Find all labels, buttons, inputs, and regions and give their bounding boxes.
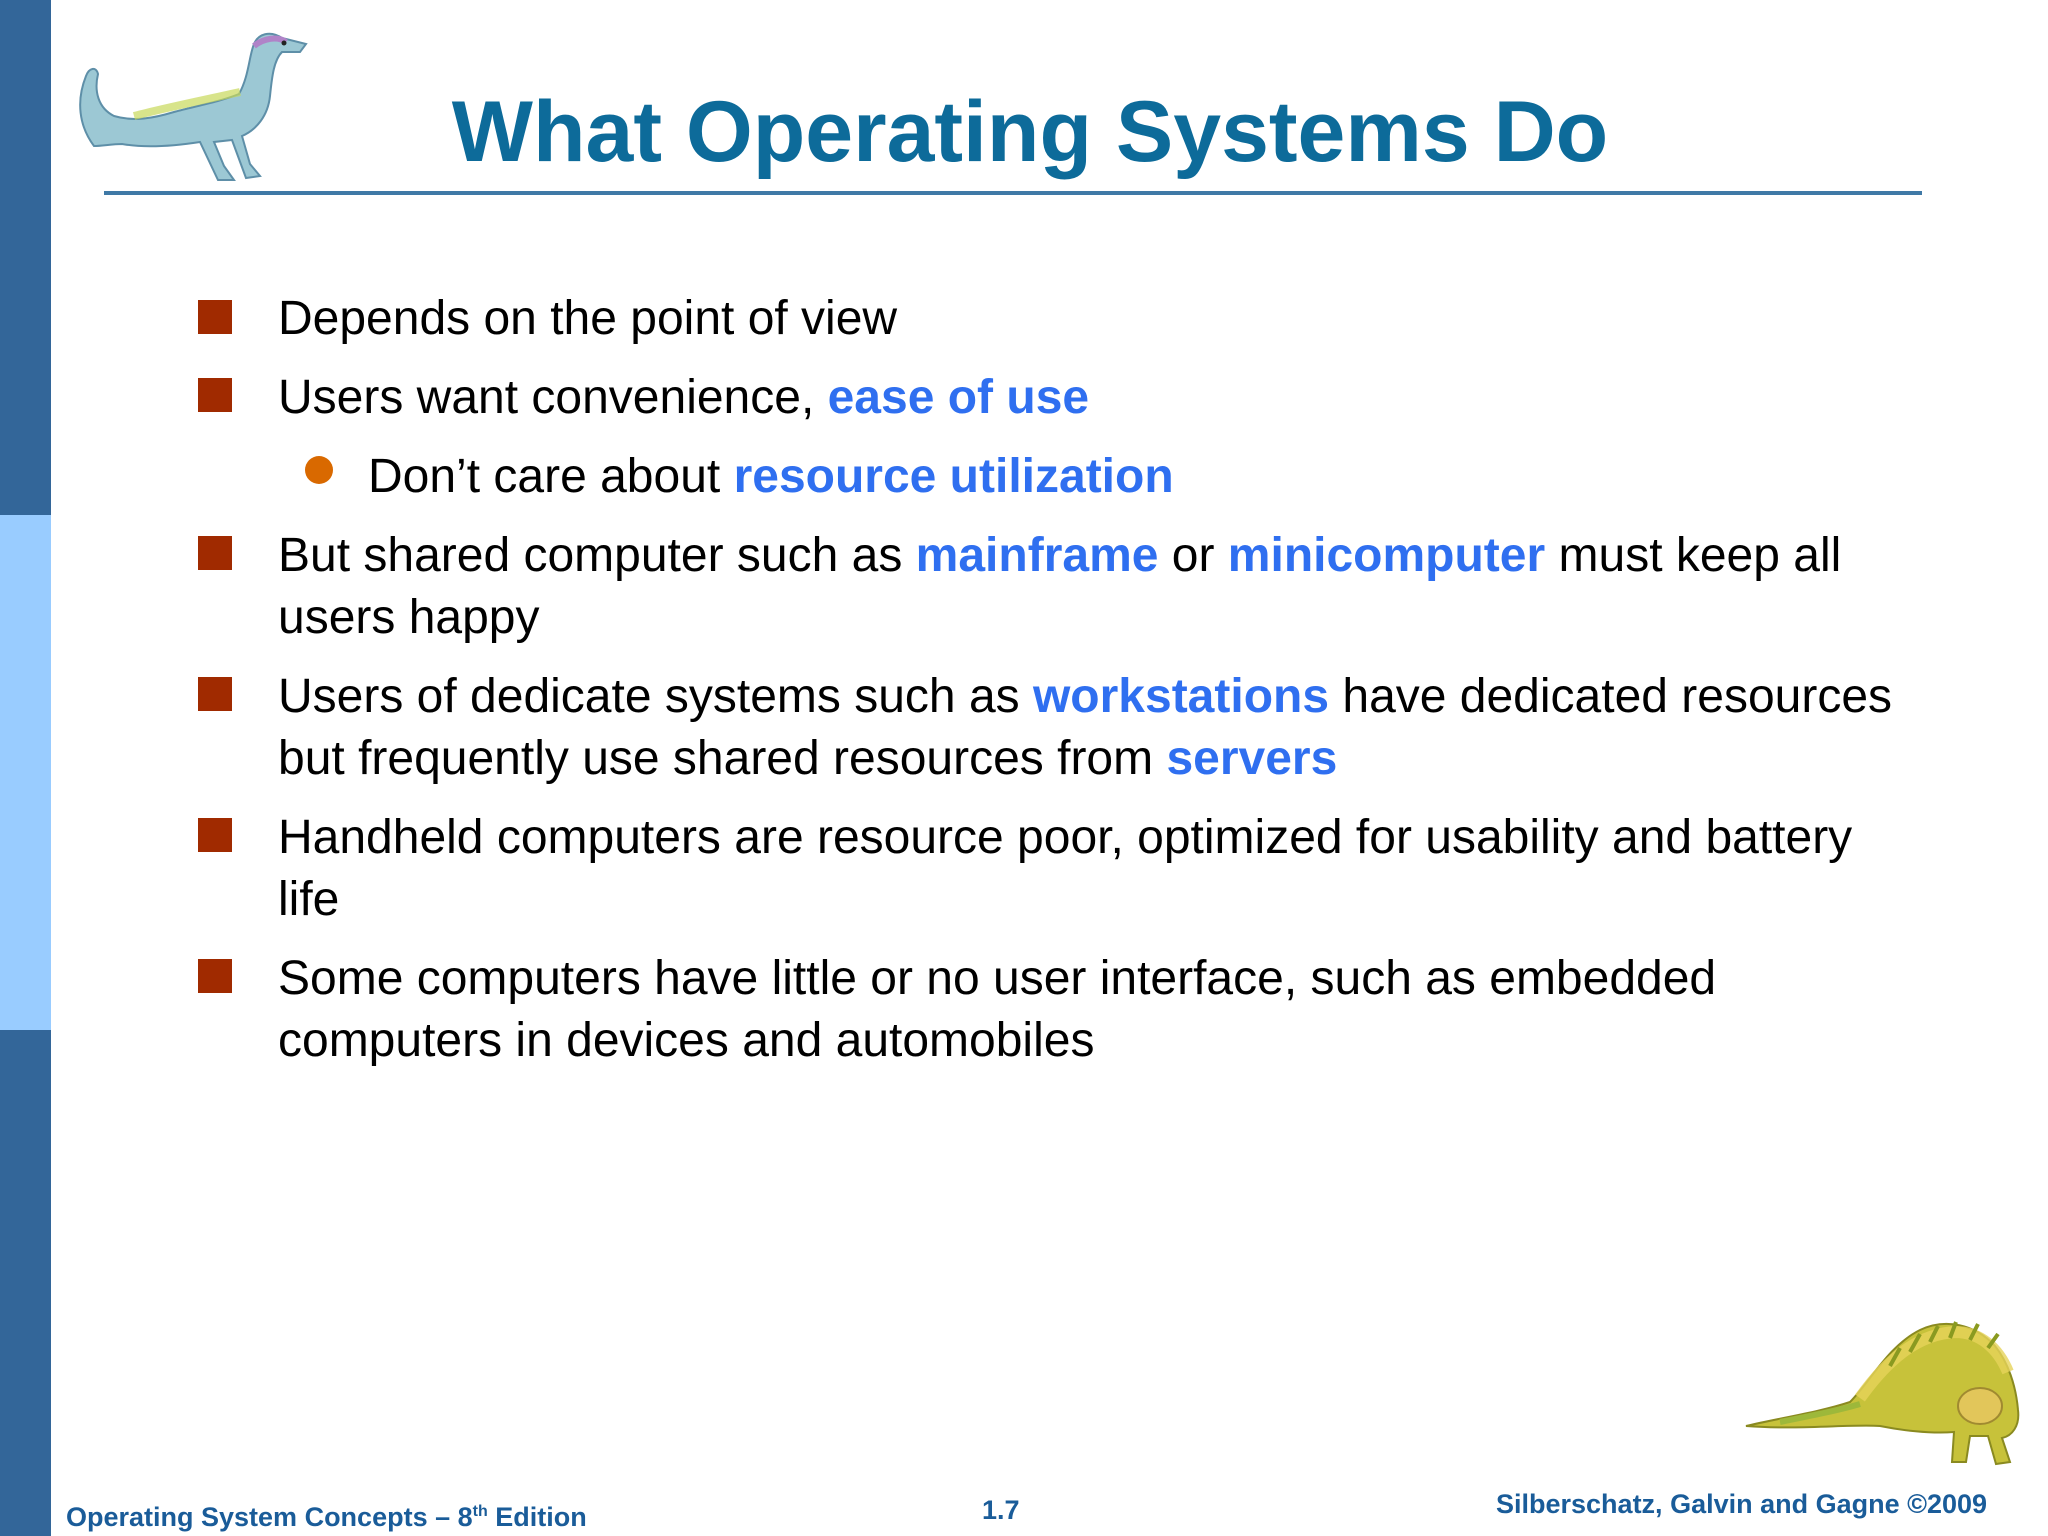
square-bullet-icon [198, 378, 232, 412]
highlighted-term: minicomputer [1227, 529, 1546, 582]
bullet-text: Users want convenience, [278, 371, 828, 424]
footer-book-title [66, 1496, 587, 1533]
bullet-text: must keep all [1545, 529, 1842, 582]
bullet-text: Users of dedicate systems such as [278, 670, 1033, 723]
footer-page-number: 1.7 [982, 1495, 1020, 1525]
sidebar-light-middle [0, 515, 51, 1030]
list-item [278, 948, 1716, 1010]
bullet-text: Depends on the point of view [278, 292, 898, 345]
bullet-text: Don’t care about [368, 450, 734, 503]
bullet-text: But shared computer such as [278, 529, 916, 582]
list-item-continuation [278, 1010, 1094, 1072]
square-bullet-icon [198, 959, 232, 993]
footer-text: Edition [487, 1502, 587, 1532]
bullet-text: or [1158, 529, 1228, 582]
list-item [278, 666, 1892, 728]
square-bullet-icon [198, 818, 232, 852]
list-item [278, 288, 897, 350]
round-bullet-icon [305, 456, 333, 484]
highlighted-term: ease of use [827, 371, 1090, 424]
footer-authors: Silberschatz, Galvin and Gagne ©2009 [1496, 1489, 1988, 1519]
title-divider [104, 191, 1922, 195]
footer-text: Operating System Concepts – 8 [66, 1502, 473, 1532]
highlighted-term: mainframe [915, 529, 1159, 582]
bullet-text: Handheld computers are resource poor, optimized for usability and battery [278, 811, 1853, 864]
bullet-text: have dedicated resources [1329, 670, 1893, 723]
dinosaur-icon [1740, 1286, 2026, 1472]
bullet-text: but frequently use shared resources from [278, 732, 1167, 785]
list-item [278, 367, 1089, 429]
list-item [368, 446, 1174, 508]
highlighted-term: resource utilization [733, 450, 1174, 503]
sidebar-dark-bottom [0, 1030, 51, 1536]
bullet-text: Some computers have little or no user interface, such as embedded [278, 952, 1717, 1005]
bullet-text: users happy [278, 591, 540, 644]
slide-title: What Operating Systems Do [451, 84, 1609, 180]
list-item-continuation [278, 728, 1337, 790]
list-item-continuation [278, 869, 339, 931]
highlighted-term: servers [1166, 732, 1338, 785]
square-bullet-icon [198, 300, 232, 334]
square-bullet-icon [198, 677, 232, 711]
bullet-text: life [278, 873, 340, 926]
sidebar-dark-top [0, 0, 51, 515]
square-bullet-icon [198, 536, 232, 570]
highlighted-term: workstations [1032, 670, 1330, 723]
list-item [278, 525, 1841, 587]
list-item [278, 807, 1852, 869]
bullet-text: computers in devices and automobiles [278, 1014, 1095, 1067]
list-item-continuation [278, 587, 540, 649]
footer-superscript: th [472, 1503, 488, 1520]
